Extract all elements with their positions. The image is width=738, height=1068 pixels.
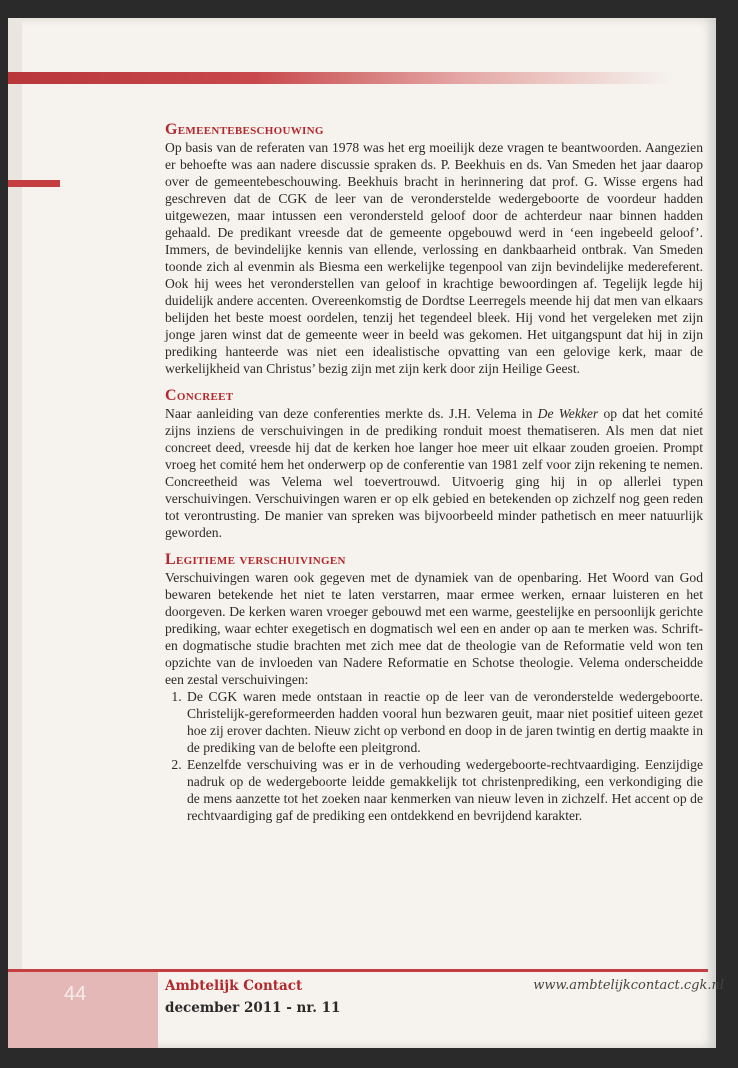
section-heading: Legitieme verschuivingen [165, 551, 346, 568]
page-gutter [8, 18, 22, 1048]
list-item: 1. De CGK waren mede ontstaan in reactie op de leer van de veronderstelde wedergeboorte. Christelijk-gereformeerden hadden vooral hun bezwaren geuit, maar niet positief uiteen gezet hoe zij erover dachten. Nieuw zicht op verbond en doop in de jaren twintig en dertig maakte in de prediking van de belofte een pleitgrond. [185, 688, 703, 756]
section-heading: Concreet [165, 387, 234, 404]
section-legitieme-verschuivingen [165, 550, 703, 824]
footer-issue: december 2011 - nr. 11 [165, 1000, 341, 1016]
list-item: 2. Eenzelfde verschuiving was er in de verhouding wedergeboorte-rechtvaardiging. Eenzijdige nadruk op de wedergeboorte leidde gemakkelijk tot christenprediking, een verkondiging die de mens aanzette tot het zoeken naar kenmerken van nieuw leven in zichzelf. Het accent op de rechtvaardiging gaf de prediking een ontdekkend en bevrijdend karakter. [185, 756, 703, 824]
page-number: 44 [64, 983, 87, 1005]
footer-publication: Ambtelijk Contact [165, 978, 303, 994]
shifts-list [165, 688, 703, 824]
section-heading: Gemeentebeschouwing [165, 121, 324, 138]
paragraph-text: op dat het comité zijns inziens de verschuivingen in de prediking ronduit moest thematiseren. Als men dat niet concreet deed, vreesde hij dat de kerken hoe langer hoe meer uit elkaar zouden groeien. Prompt vroeg het comité hem het onderwerp op de conferentie van 1981 zelf voor zijn rekening te nemen. Concreetheid was Velema wel toevertrouwd. Uitvoerig ging hij in op allerlei typen verschuivingen. Verschuivingen waren er op elk gebied en betekenden op zichzelf nog geen reden tot verontrusting. De manier van spreken was bijvoorbeeld minder pathetisch en meer natuurlijk geworden. [165, 406, 703, 540]
publication-title: De Wekker [537, 406, 599, 421]
side-accent-mark [8, 180, 60, 187]
paragraph-text: Naar aanleiding van deze conferenties merkte ds. J.H. Velema in [165, 406, 538, 421]
header-accent-bar [8, 72, 708, 84]
section-concreet [165, 386, 703, 541]
section-gemeentebeschouwing [165, 120, 703, 377]
section-paragraph: Verschuivingen waren ook gegeven met de dynamiek van de openbaring. Het Woord van God bewaren betekende het niet te laten verstarren, maar ermee werken, ernaar luisteren en het doorgeven. De kerken waren vroeger gebouwd met een warme, geestelijke en persoonlijk gerichte prediking, waar echter exegetisch en dogmatisch wel een en ander op aan te merken was. Schrift- en dogmatische studie brachten met zich mee dat de theologie van de Reformatie veld won ten opzichte van de invloeden van Nadere Reformatie en Schotse theologie. Velema onderscheidde een zestal verschuivingen: [165, 570, 703, 687]
article-body [165, 120, 703, 833]
section-paragraph [165, 405, 703, 541]
section-paragraph: Op basis van de referaten van 1978 was het erg moeilijk deze vragen te beantwoorden. Aangezien er behoefte was aan nadere discussie spraken ds. P. Beekhuis en ds. Van Smeden het jaar daarop over de gemeentebeschouwing. Beekhuis bracht in herinnering dat prof. G. Wisse ergens had geschreven dat de CGK de leer van de veronderstelde wedergeboorte de voordeur hadden uitgewezen, maar intussen een verondersteld geloof door de achterdeur naar binnen hadden gehaald. De predikant vreesde dat de gemeente opgebouwd werd in ‘een ingebeeld geloof’. Immers, de bevindelijke kennis van ellende, verlossing en dankbaarheid ontbrak. Van Smeden toonde zich al evenmin als Biesma een werkelijke tegenpool van zijn bevindelijke medereferent. Ook hij wees het veronderstellen van geloof in krachtige bewoordingen af. Tegelijk legde hij duidelijk andere accenten. Overeenkomstig de Dordtse Leerregels meende hij dat men van elkaars belijden het beste moest oordelen, tenzij het tegendeel bleek. Hij vond het vergeleken met zijn jonge jaren winst dat de gemeente weer in beeld was gekomen. Het uitgangspunt dat hij in zijn prediking hanteerde was niet een idealistische opvatting van een gelovige kerk, maar de werkelijkheid van Christus’ bezig zijn met zijn kerk door zijn Heilige Geest. [165, 140, 703, 376]
footer-url[interactable]: www.ambtelijkcontact.cgk.nl [533, 978, 724, 993]
